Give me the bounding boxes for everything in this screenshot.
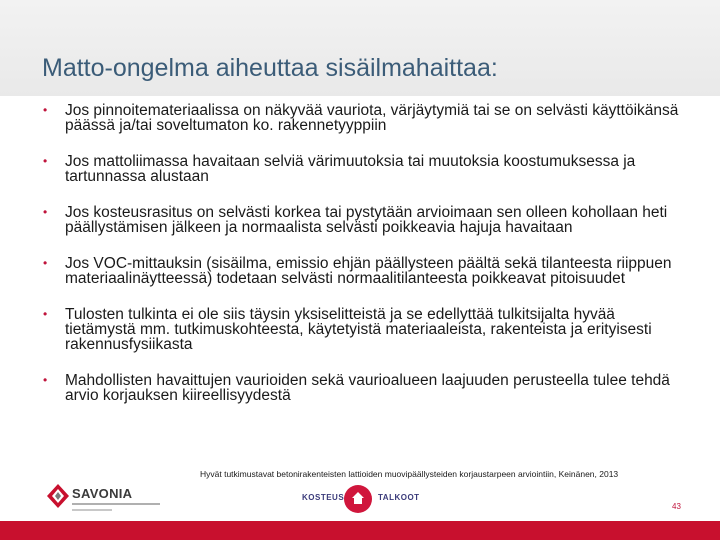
bullet-text: Jos VOC-mittauksin (sisäilma, emissio ehjän päällysteen päältä sekä tilanteesta riippuen materiaalinäytteessä) todetaan selvästi normaalitilanteesta poikkeavat pitoisuudet <box>65 255 672 287</box>
bullet-text: Jos kosteusrasitus on selvästi korkea tai pystytään arvioimaan sen olleen kohollaan heti päällystämisen jälkeen ja normaalista selvästi poikkeavia hajuja havaitaan <box>65 204 668 236</box>
bullet-item <box>40 205 680 235</box>
footer-bar <box>0 521 720 540</box>
bullet-marker: • <box>43 154 48 168</box>
savonia-logo <box>46 481 166 519</box>
bullet-marker: • <box>43 205 48 219</box>
bullet-item <box>40 373 680 403</box>
bullet-text: Tulosten tulkinta ei ole siis täysin yksiselitteistä ja se edellyttää tulkitsijalta hyvää tietämystä mm. tutkimuskohteesta, käytetyistä materiaaleista, rakenteista ja erityisesti rakennusfysiikasta <box>65 306 652 353</box>
bullet-text: Jos pinnoitemateriaalissa on näkyvää vauriota, värjäytymiä tai se on selvästi käyttöikänsä päässä ja/tai soveltumaton ko. rakennetyyppiin <box>65 102 679 134</box>
slide-title: Matto-ongelma aiheuttaa sisäilmahaittaa: <box>42 54 498 82</box>
savonia-tagline <box>72 503 160 505</box>
savonia-name: SAVONIA <box>72 486 133 501</box>
logo-talkoot-text: TALKOOT <box>378 493 420 502</box>
bullet-text: Mahdollisten havaittujen vaurioiden sekä vaurioalueen laajuuden perusteella tulee tehdä arvio korjauksen kiireellisyydestä <box>65 372 670 404</box>
bullet-marker: • <box>43 256 48 270</box>
logo-kosteus-text: KOSTEUS <box>302 493 345 502</box>
citation: Hyvät tutkimustavat betonirakenteisten lattioiden muovipäällysteiden korjaustarpeen arviointiin, Keinänen, 2013 <box>200 469 619 479</box>
page-number: 43 <box>672 502 681 511</box>
bullet-marker: • <box>43 307 48 321</box>
savonia-mark-icon <box>46 483 70 509</box>
home-icon <box>351 491 365 505</box>
bullet-list <box>40 103 680 424</box>
bullet-item <box>40 256 680 286</box>
savonia-tagline-2 <box>72 509 112 511</box>
bullet-item <box>40 307 680 352</box>
kosteus-home-talkoot-logo <box>300 484 420 514</box>
bullet-marker: • <box>43 373 48 387</box>
bullet-item <box>40 103 680 133</box>
bullet-text: Jos mattoliimassa havaitaan selviä värimuutoksia tai muutoksia koostumuksessa ja tartunnassa alustaan <box>65 153 636 185</box>
bullet-marker: • <box>43 103 48 117</box>
bullet-item <box>40 154 680 184</box>
